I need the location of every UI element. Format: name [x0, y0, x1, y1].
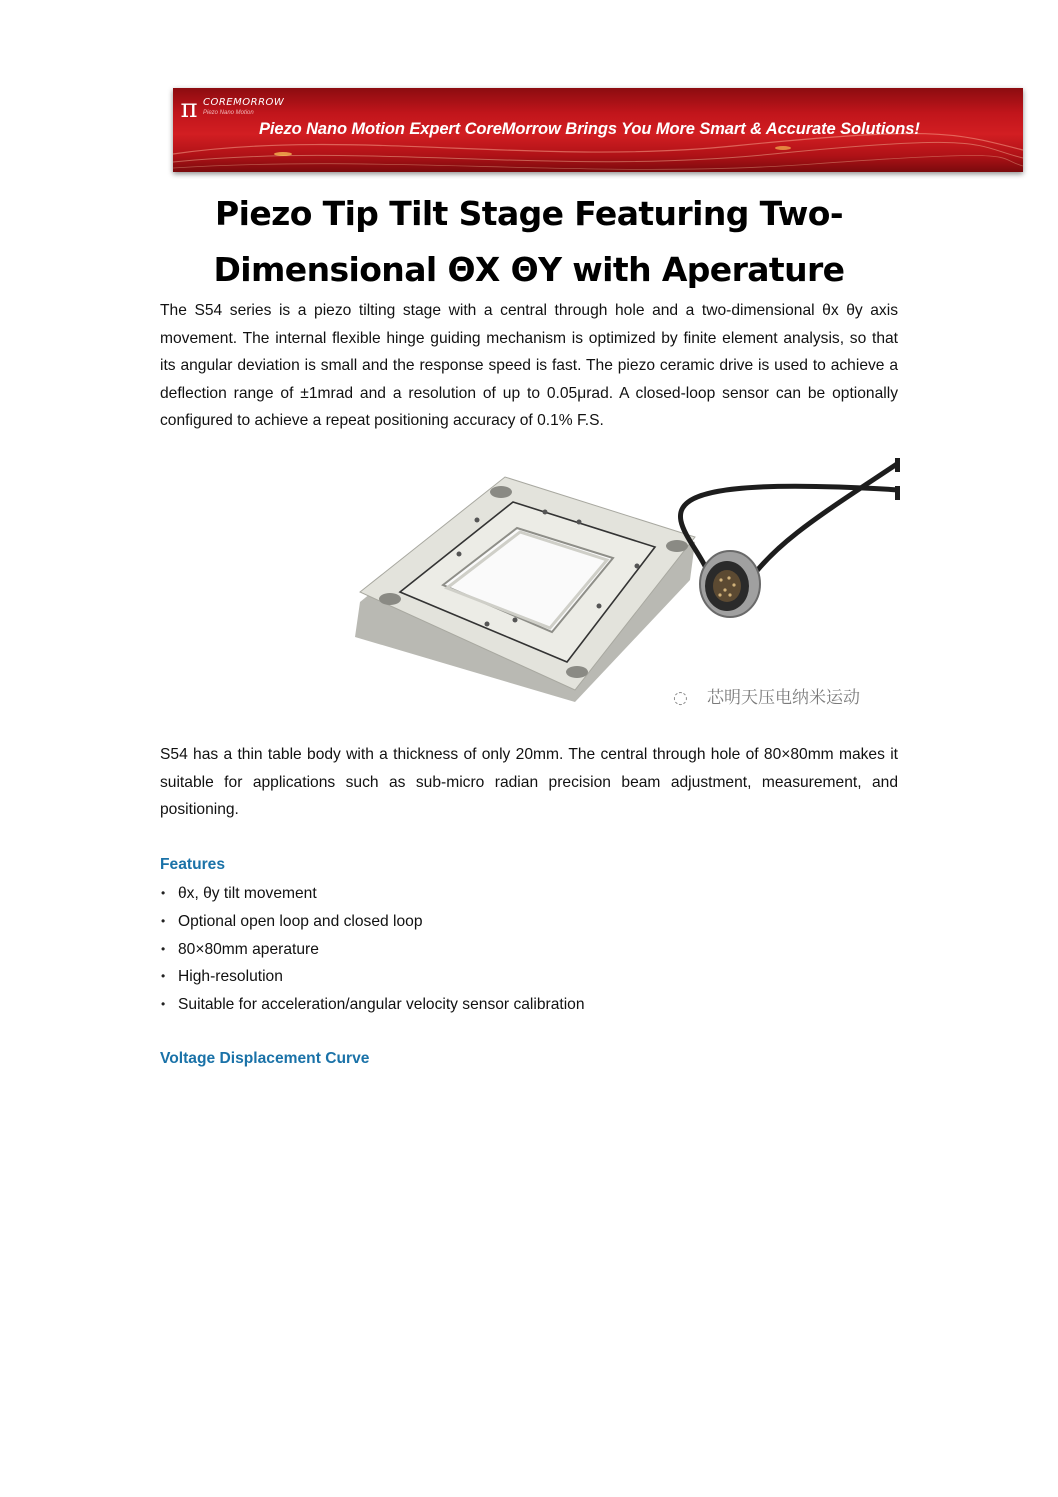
voltage-curve-heading: Voltage Displacement Curve [160, 1050, 370, 1067]
header-banner [173, 88, 1023, 172]
feature-item: • 80×80mm aperature [160, 936, 585, 964]
feature-item: • Optional open loop and closed loop [160, 908, 585, 936]
feature-item: • θx, θy tilt movement [160, 880, 585, 908]
features-heading: Features [160, 856, 226, 873]
banner-slogan: Piezo Nano Motion Expert CoreMorrow Brings You More Smart & Accurate Solutions! [259, 120, 920, 138]
page-title: Piezo Tip Tilt Stage Featuring Two-Dimensional ΘX ΘY with Aperature [213, 194, 845, 289]
logo-tagline: Piezo Nano Motion [203, 110, 254, 116]
product-photo [355, 452, 900, 720]
feature-item: • High-resolution [160, 963, 585, 991]
detail-paragraph: S54 has a thin table body with a thickness of only 20mm. The central through hole of 80×80mm makes it suitable for applications such as sub-micro radian precision beam adjustment, measurement, and positioning. [160, 746, 898, 819]
intro-paragraph: The S54 series is a piezo tilting stage with a central through hole and a two-dimensional θx θy axis movement. The internal flexible hinge guiding mechanism is optimized by finite element analysis, so that its angular deviation is small and the response speed is fast. The piezo ceramic drive is used to achieve a deflection range of ±1mrad and a resolution of up to 0.05μrad. A closed-loop sensor can be optionally configured to achieve a repeat positioning accuracy of 0.1% F.S. [160, 302, 898, 430]
feature-item: • Suitable for acceleration/angular velocity sensor calibration [160, 991, 585, 1019]
coremorrow-logo-icon: π [180, 94, 198, 124]
logo-name: COREMORROW [203, 97, 285, 108]
svg-text:◌: ◌ [673, 688, 688, 708]
features-list [160, 880, 585, 1019]
photo-watermark-text: 芯明天压电纳米运动 [707, 688, 860, 708]
